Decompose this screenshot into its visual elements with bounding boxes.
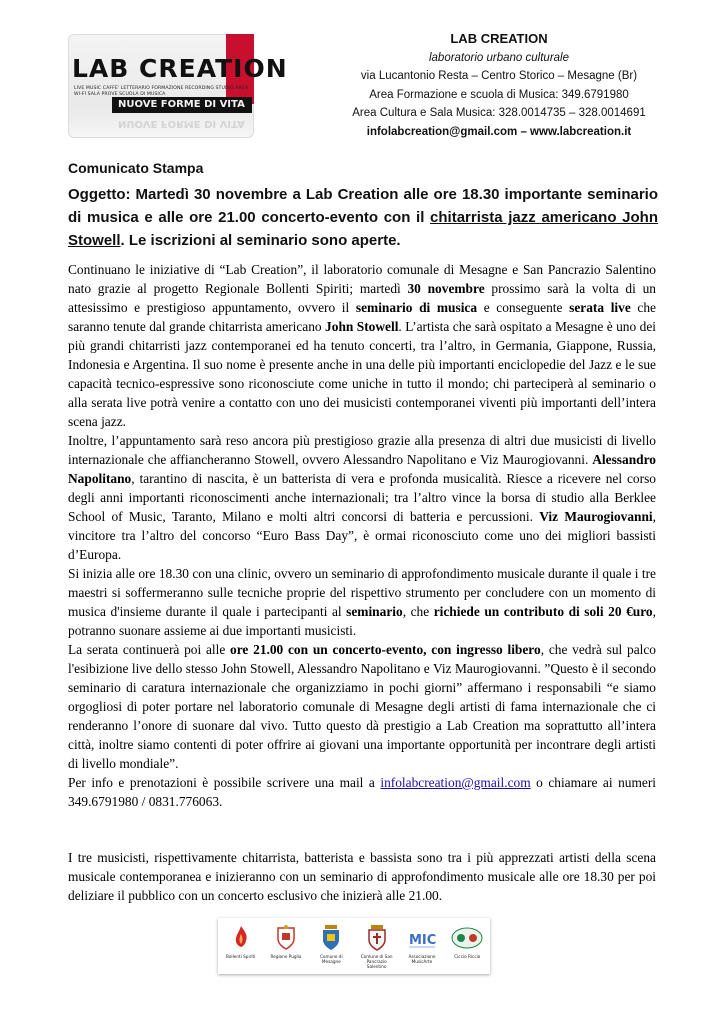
svg-text:MIC: MIC — [408, 933, 437, 948]
paragraph-concert — [68, 640, 656, 773]
text: che saranno tenute dal grande chitarrista americano — [68, 300, 657, 334]
paragraph-musicians — [68, 431, 656, 564]
sponsor-label: Regione Puglia — [270, 954, 302, 959]
letterhead-org: LAB CREATION — [450, 31, 548, 46]
text: , che — [402, 604, 434, 619]
sponsor-comune-san-pancrazio — [358, 924, 396, 969]
text: , che vedrà sul palco l'esibizione live dello stesso John Stowell, Alessandro Napolitano e Viz Maurogiovanni. ”Questo è il secondo seminario di caratura internazionale che organizziamo in pochi giorni” affermano i responsabili “e siamo orgogliosi di poter portare nel laboratorio comunale di Mesagne degli artisti di fama internazionale che ci renderanno l’onore di suonare dal vivo. Tutto questo dà prestigio a Lab Creation ma soprattutto all’intera città, inoltre siamo contenti di poter offrire ai giovani una importante opportunità per incontrare degli artisti di livello mondiale”. — [68, 642, 656, 771]
ciccio-riccio-logo-icon — [450, 924, 484, 952]
email-link[interactable]: infolabcreation@gmail.com — [380, 775, 531, 790]
text: , potranno suonare assieme ai due importanti musicisti. — [68, 604, 656, 638]
logo-subtitle: LIVE MUSIC CAFFE' LETTERARIO FORMAZIONE RECORDING STUDIO AREA WI-FI SALA PROVE SCUOLA DI MUSICA — [74, 86, 249, 97]
subject-tail: . Le iscrizioni al seminario sono aperte. — [120, 232, 401, 249]
logo-tagline-reflection: NUOVE FORME DI VITA — [118, 118, 245, 129]
letterhead-cultura: Area Cultura e Sala Musica: 328.0014735 – 328.0014691 — [352, 107, 646, 119]
text: e conseguente — [477, 300, 570, 315]
paragraph-intro — [68, 260, 656, 431]
text: Inoltre, l’appuntamento sarà reso ancora più prestigioso grazie alla presenza di altri due musicisti di livello internazionale che affiancheranno Stowell, ovvero Alessandro Napolitano e Viz Maurogiovanni. — [68, 433, 656, 467]
text: o chiamare ai numeri 349.6791980 / 0831.776063. — [68, 775, 656, 809]
press-body — [68, 260, 656, 811]
sponsor-label: Comune di San Pancrazio Salentino — [360, 954, 393, 969]
logo-title: LAB CREATION — [72, 54, 288, 83]
letterhead — [334, 30, 664, 141]
bold-text: John Stowell — [325, 319, 399, 334]
sponsor-ciccio-riccio — [448, 924, 486, 959]
san-pancrazio-crest-icon — [366, 924, 388, 952]
subject-artist-link: chitarrista jazz americano John Stowell — [68, 209, 658, 249]
musicarte-logo-icon — [407, 924, 437, 952]
sponsor-musicarte — [403, 924, 441, 964]
sponsor-label: Comune di Mesagne — [320, 954, 343, 964]
text: prossimo sarà la volta di un attesissimo e prestigioso appuntamento, ovvero il — [68, 281, 656, 315]
bold-text: seminario di musica — [355, 300, 478, 315]
bold-text: Viz Maurogiovanni — [539, 509, 653, 524]
text: , vincitore tra l’altro del concorso “Euro Bass Day”, è ormai riconosciuto come uno dei migliori bassisti d’Europa. — [68, 509, 657, 562]
letterhead-contact: infolabcreation@gmail.com – www.labcreation.it — [366, 125, 632, 138]
letterhead-tagline: laboratorio urbano culturale — [428, 51, 569, 64]
mesagne-crest-icon — [320, 924, 342, 952]
text: . L’artista che sarà ospitato a Mesagne è uno dei più grandi chitarristi jazz contemporanei ed ha tenuto concerti, tra l’altro, in Germania, Giappone, Russia, Indonesia e Argentina. Il suo nome è presente anche in una delle più importanti enciclopedie del Jazz e le sue capacità tecnico-espressive sono riconosciute come uniche in tutto il mondo; chi parteciperà al seminario o alla serata live potrà venire a contatto con uno dei musicisti contemporanei viventi più importanti dell’intera scena jazz. — [68, 319, 656, 429]
bold-text: 30 novembre — [407, 281, 485, 296]
text: Per info e prenotazioni è possibile scrivere una mail a — [68, 775, 381, 790]
bold-text: ore 21.00 con un concerto-evento, con ingresso libero — [230, 642, 541, 657]
text: Si inizia alle ore 18.30 con una clinic, ovvero un seminario di approfondimento musicale durante il quale i tre maestri si soffermeranno sulle tecniche proprie del rispettivo strumento per concludere con un momento di musica d'insieme durante il quale i partecipanti al — [68, 566, 656, 619]
sponsor-label: Ciccio Riccio — [454, 954, 481, 959]
bold-text: serata live — [569, 300, 631, 315]
bold-text: richiede un contributo di soli 20 €uro — [433, 604, 653, 619]
sponsor-label: Bollenti Spiriti — [226, 954, 256, 959]
lab-creation-logo — [68, 34, 288, 138]
letterhead-formazione: Area Formazione e scuola di Musica: 349.6791980 — [369, 88, 629, 101]
paragraph-info — [68, 773, 656, 811]
text: Continuano le iniziative di “Lab Creation”, il laboratorio comunale di Mesagne e San Pancrazio Salentino nato grazie al progetto Regionale Bollenti Spiriti; martedì — [68, 262, 656, 296]
bold-text: Alessandro Napolitano — [68, 452, 656, 486]
sponsor-bollenti-spiriti — [222, 924, 260, 959]
sponsor-label: Associazione MusicArte — [408, 954, 436, 964]
text: La serata continuerà poi alle — [68, 642, 231, 657]
letterhead-address: via Lucantonio Resta – Centro Storico – Mesagne (Br) — [360, 70, 638, 82]
closing-paragraph: I tre musicisti, rispettivamente chitarrista, batterista e bassista sono tra i più apprezzati artisti della scena musicale contemporanea e inizieranno con un seminario di approfondimento musicale alle ore 18.30 per poi deliziare il pubblico con un concerto esclusivo che inizierà alle 21.00. — [68, 850, 656, 903]
sponsor-comune-mesagne — [312, 924, 350, 964]
regione-puglia-crest-icon — [275, 924, 297, 952]
subject-lead: Oggetto: Martedì 30 novembre a Lab Creation alle ore 18.30 importante seminario di musica e alle ore 21.00 concerto-evento con il — [68, 186, 658, 226]
subject-heading — [68, 183, 658, 252]
bollenti-spiriti-logo-icon — [230, 924, 252, 952]
press-release-label: Comunicato Stampa — [68, 160, 204, 176]
sponsor-regione-puglia — [267, 924, 305, 959]
sponsor-logos-strip — [218, 918, 490, 974]
bold-text: seminario — [346, 604, 403, 619]
text: , tarantino di nascita, è un batterista di vera e profonda musicalità. Riesce a ricevere nel corso degli anni importanti riconoscimenti anche internazionali; tra l’altro vince la borsa di studio alla Berklee School of Music, Taranto, Milano e molti altri concorsi di batteria e percussioni. — [68, 471, 656, 524]
logo-tagline: NUOVE FORME DI VITA — [118, 99, 245, 110]
paragraph-seminar — [68, 564, 656, 640]
